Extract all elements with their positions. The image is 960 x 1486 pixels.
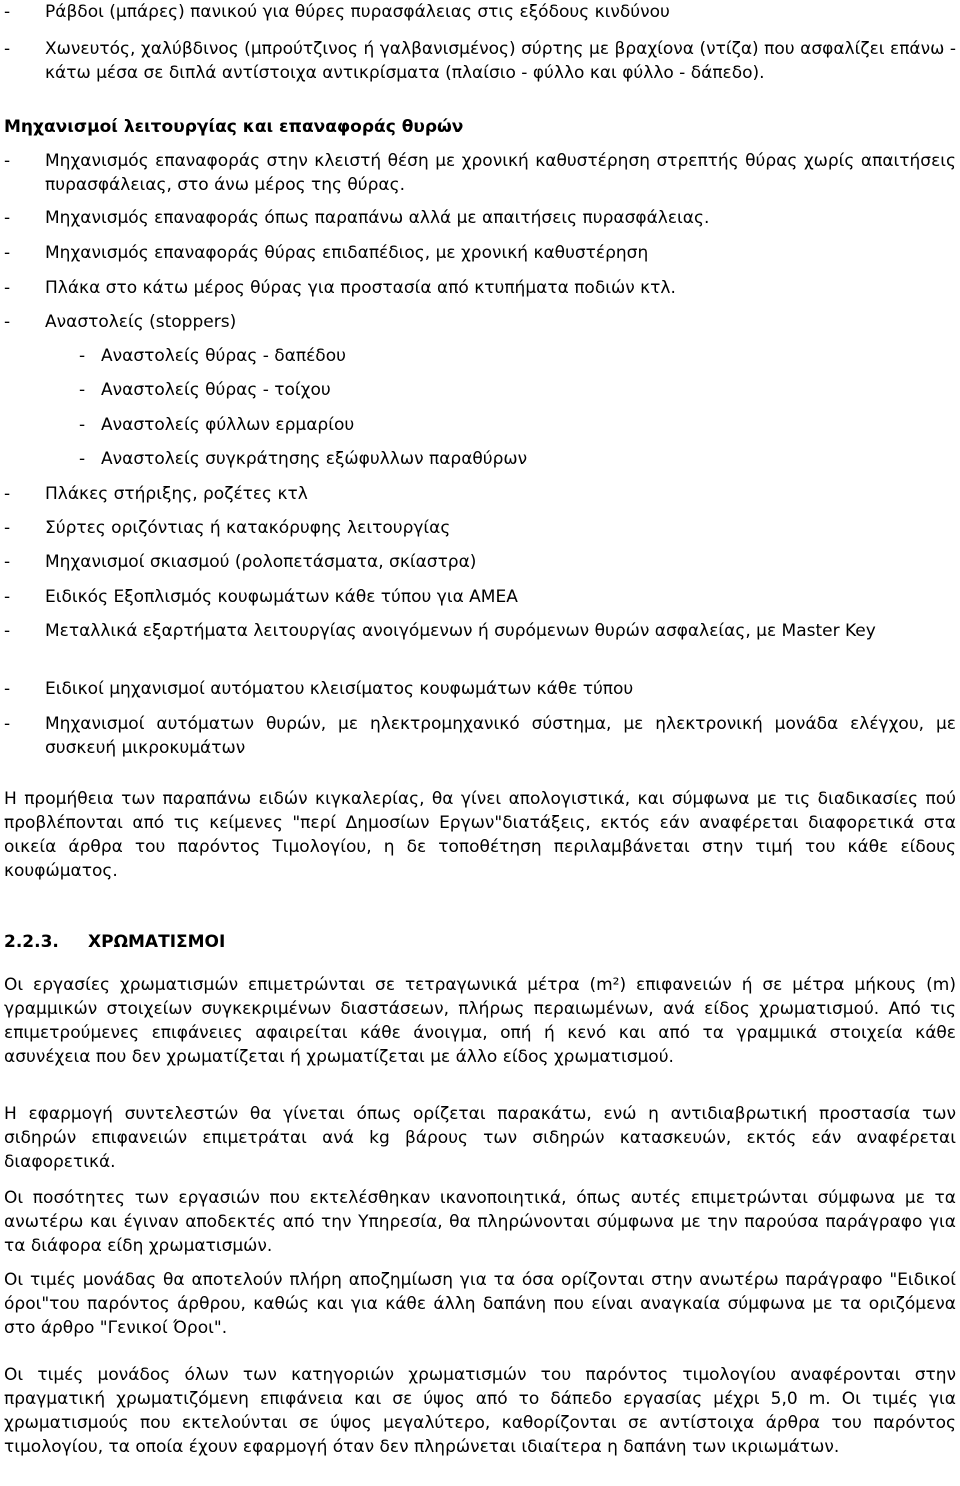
paragraph: Η προμήθεια των παραπάνω ειδών κιγκαλερίας, θα γίνει απολογιστικά, και σύμφωνα με τις διαδικασίες πού προβλέπονται από τις κείμενες "περί Δημοσίων Εργων"διατάξεις, εκτός εάν αναφέρεται διαφορετικά στα οικεία άρθρα του παρόντος Τιμολογίου, η δε τοποθέτηση περιλαμβάνεται στην τιμή του κάθε είδους κουφώματος. xyxy=(4,789,956,881)
list-continued xyxy=(4,0,956,24)
paragraph: Οι τιμές μονάδος όλων των κατηγοριών χρωματισμών του παρόντος τιμολογίου αναφέρονται στην πραγματική χρωματιζόμενη επιφάνεια και σε ύψος από το δάπεδο εργασίας μέχρι 5,0 m. Οι τιμές για χρωματισμούς που εκτελούνται σε ύψος μεγαλύτερο, καθορίζονται σε αντίστοιχα άρθρα του παρόντος τιμολογίου, τα οποία έχουν εφαρμογή όταν δεν πληρώνεται ιδιαίτερα η δαπάνη των ικριωμάτων. xyxy=(4,1365,956,1457)
mechanisms-list xyxy=(4,310,956,334)
sub-list-item: - Αναστολείς συγκράτησης εξώφυλλων παραθύρων xyxy=(79,449,528,469)
section-heading: ΧΡΩΜΑΤΙΣΜΟΙ xyxy=(88,932,226,952)
list-item: - Μηχανισμός επαναφοράς στην κλειστή θέση με χρονική καθυστέρηση στρεπτής θύρας χωρίς απαιτήσεις πυρασφάλειας, στο άνω μέρος της θύρας. xyxy=(4,151,956,195)
paragraph: Οι τιμές μονάδας θα αποτελούν πλήρη αποζημίωση για τα όσα ορίζονται στην ανωτέρω παράγραφο "Ειδικοί όροι"του παρόντος άρθρου, καθώς και για κάθε άλλη δαπάνη που είναι αναγκαία σύμφωνα με τα οριζόμενα στο άρθρο "Γενικοί Όροι". xyxy=(4,1270,956,1338)
mechanisms-list xyxy=(4,241,956,265)
paragraph: Η εφαρμογή συντελεστών θα γίνεται όπως ορίζεται παρακάτω, ενώ η αντιδιαβρωτική προστασία των σιδηρών επιφανειών επιμετράται ανά kg βάρους των σιδηρών κατασκευών, εκτός εάν αναφέρεται διαφορετικά. xyxy=(4,1104,956,1172)
list-item: - Αναστολείς (stoppers) xyxy=(4,312,237,332)
list-item: - Μηχανισμοί αυτόματων θυρών, με ηλεκτρομηχανικό σύστημα, με ηλεκτρονική μονάδα ελέγχου, με συσκευή μικροκυμάτων xyxy=(4,714,956,758)
list-item: - Πλάκες στήριξης, ροζέτες κτλ xyxy=(4,484,308,504)
sub-list-item: - Αναστολείς θύρας - δαπέδου xyxy=(79,346,346,366)
list-item: - Ειδικός Εξοπλισμός κουφωμάτων κάθε τύπου για ΑΜΕΑ xyxy=(4,587,518,607)
mechanisms-list xyxy=(4,149,956,197)
list-item: - Μηχανισμός επαναφοράς όπως παραπάνω αλλά με απαιτήσεις πυρασφάλειας. xyxy=(4,208,710,228)
list-item: - Χωνευτός, χαλύβδινος (μπρούτζινος ή γαλβανισμένος) σύρτης με βραχίονα (ντίζα) που ασφαλίζει επάνω - κάτω μέσα σε διπλά αντίστοιχα αντικρίσματα (πλαίσιο - φύλλο και φύλλο - δάπεδο). xyxy=(4,39,956,83)
section-number: 2.2.3. xyxy=(4,932,59,952)
sub-list-item: - Αναστολείς θύρας - τοίχου xyxy=(79,380,331,400)
sub-list-item: - Αναστολείς φύλλων ερμαρίου xyxy=(79,415,355,435)
list-item: - Μεταλλικά εξαρτήματα λειτουργίας ανοιγόμενων ή συρόμενων θυρών ασφαλείας, με Master Key xyxy=(4,621,876,641)
list-item: - Σύρτες οριζόντιας ή κατακόρυφης λειτουργίας xyxy=(4,518,451,538)
list-item: - Ράβδοι (μπάρες) πανικού για θύρες πυρασφάλειας στις εξόδους κινδύνου xyxy=(4,2,670,22)
list-item: - Μηχανισμοί σκιασμού (ρολοπετάσματα, σκίαστρα) xyxy=(4,552,477,572)
list-continued xyxy=(4,37,956,85)
mechanisms-list xyxy=(4,206,956,230)
list-item: - Ειδικοί μηχανισμοί αυτόματου κλεισίματος κουφωμάτων κάθε τύπου xyxy=(4,679,634,699)
paragraph: Οι ποσότητες των εργασιών που εκτελέσθηκαν ικανοποιητικά, όπως αυτές επιμετρώνται σύμφωνα με τα ανωτέρω και έγιναν αποδεκτές από την Υπηρεσία, θα πληρώνονται σύμφωνα με την παρούσα παράγραφο για τα διάφορα είδη χρωματισμών. xyxy=(4,1188,956,1256)
list-item: - Μηχανισμός επαναφοράς θύρας επιδαπέδιος, με χρονική καθυστέρηση xyxy=(4,243,649,263)
section-title xyxy=(4,930,225,954)
paragraph: Οι εργασίες χρωματισμών επιμετρώνται σε τετραγωνικά μέτρα (m²) επιφανειών ή σε μέτρα μήκους (m) γραμμικών στοιχείων συγκεκριμένων διαστάσεων, πλήρως περαιωμένων, ανά είδος χρωματισμού. Από τις επιμετρούμενες επιφάνειες αφαιρείται κάθε άνοιγμα, οπή ή κενό και από τα γραμμικά στοιχεία κάθε ασυνέχεια που δεν χρωματίζεται ή χρωματίζεται με άλλο είδος χρωματισμού. xyxy=(4,975,956,1067)
mechanisms-list xyxy=(4,276,956,300)
list-item: - Πλάκα στο κάτω μέρος θύρας για προστασία από κτυπήματα ποδιών κτλ. xyxy=(4,278,676,298)
section-subheading: Μηχανισμοί λειτουργίας και επαναφοράς θυρών xyxy=(4,117,464,137)
